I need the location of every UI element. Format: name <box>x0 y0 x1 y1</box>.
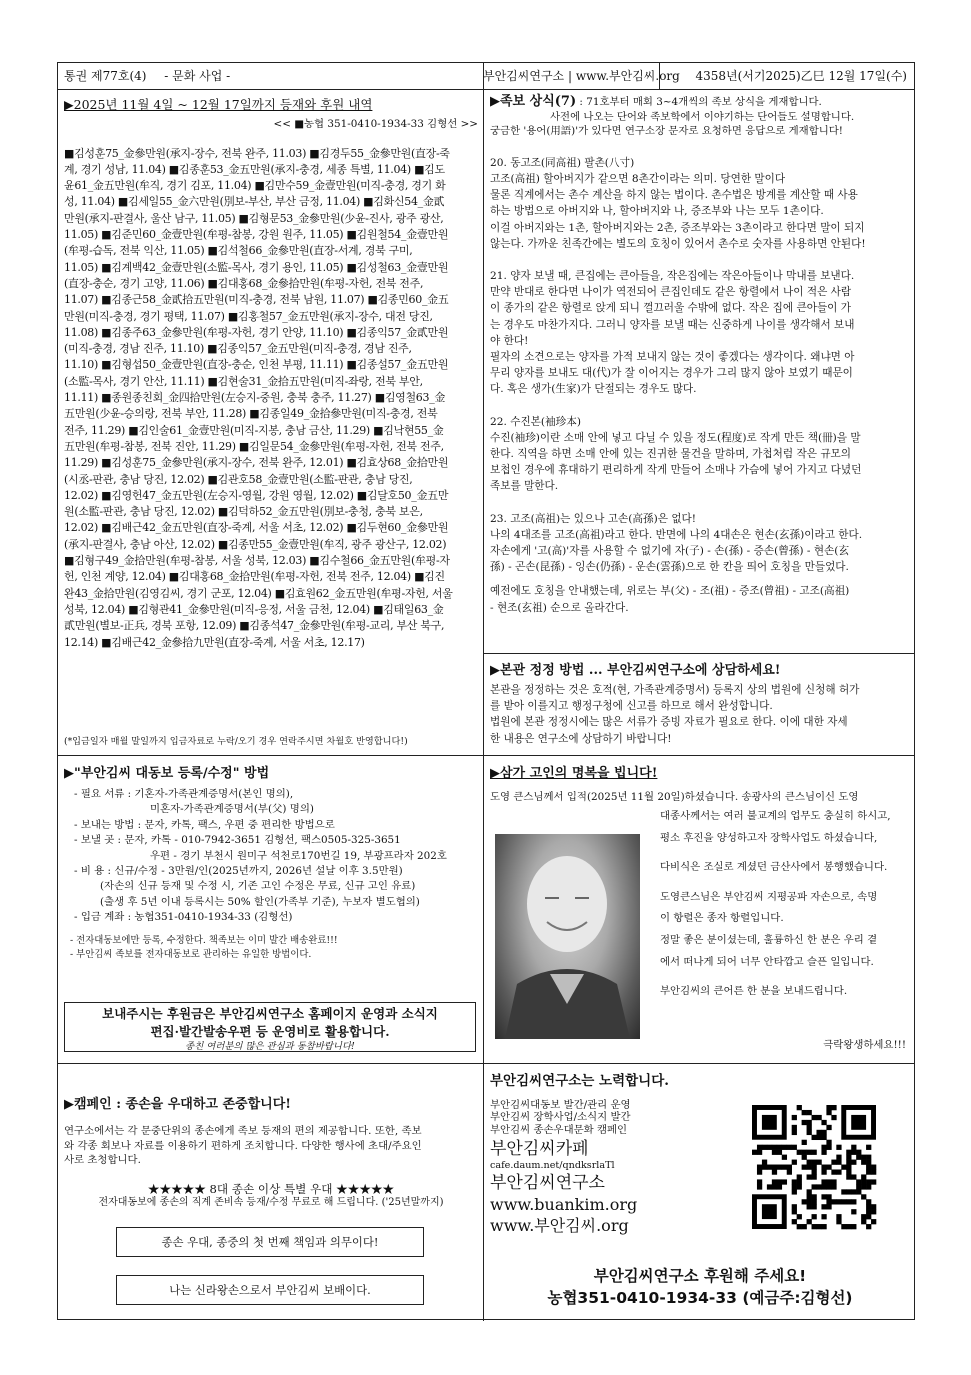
item-21-line: 필자의 소견으로는 양자를 가적 보내지 않는 것이 좋겠다는 생각이다. 왜냐면 아 <box>490 351 855 364</box>
donor-list-line: 성북, 12.04) ■김형관41_金參만원(미직-응정, 서울 금천, 12.04) ■김태일63_金 <box>64 602 444 616</box>
item-22-line: 한다. 직역을 하면 소매 안에 있는 진귀한 물건을 말하며, 가첩처럼 작은 규모의 <box>490 448 852 461</box>
donor-list-line: ■김성훈75_金參만원(承지-장수, 전북 완주, 11.03) ■김경두55_金參만원(直장-죽 <box>64 146 450 160</box>
item-22-title: 22. 수진본(袖珍本) <box>490 415 581 428</box>
item-22 <box>490 414 910 495</box>
institute-role: 부안김씨대동보 발간/관리 운영 <box>490 1099 631 1111</box>
item-22-line: 수진(袖珍)이란 소매 안에 넣고 다닐 수 있을 정도(程度)로 작게 만든 책(冊)을 말 <box>490 431 861 444</box>
register-note: - 부안김씨 족보를 전자대동보로 관리하는 유일한 방법이다. <box>70 948 312 960</box>
item-20-line: 물론 직계에서는 촌수 계산을 하지 않는 법이다. 촌수법은 방계를 계산할 때 사용 <box>490 189 858 202</box>
issue-header <box>64 64 474 88</box>
memorial-closing: 극락왕생하세요!!! <box>823 1039 906 1051</box>
item-23-line: 나의 4대조를 고조(高祖)라고 한다. 반면에 나의 4대손은 현손(玄孫)이라고 한다. <box>490 528 863 541</box>
restore-section <box>490 659 910 751</box>
memorial-line <box>660 879 910 887</box>
register-line: (자손의 신규 등재 및 수정 시, 기존 고인 수정은 무료, 신규 고인 유료) <box>100 880 416 893</box>
genealogy-intro-3: 궁금한 '용어(用語)'가 있다면 연구소장 문자로 요청하면 응답으로 게재합니다! <box>490 125 843 138</box>
memorial-line: 에서 떠나게 되어 너무 안타깝고 슬픈 일입니다. <box>660 955 874 968</box>
memorial-line-1: 도영 큰스님께서 입적(2025년 11월 20일)하셨습니다. 송광사의 큰스님이신 도영 <box>490 791 859 803</box>
donor-list-line: 만원(미직-충경, 경기 평택, 11.07) ■김홍철57_金五만원(承지-장수, 대전 당진, <box>64 309 433 323</box>
genealogy-title: ▶족보 상식(7) <box>490 94 577 109</box>
donor-list-line: 11.29) ■김성훈75_金參만원(承지-장수, 전북 완주, 12.01) ■김효상68_金拾만원 <box>64 456 449 470</box>
restore-line: 한 내용은 연구소에 상담하기 바랍니다! <box>490 732 672 745</box>
donations-section <box>64 95 478 751</box>
institute-role: 부안김씨 종손우대문화 캠페인 <box>490 1123 628 1136</box>
institute-title: 부안김씨연구소는 노력합니다. <box>490 1073 669 1089</box>
publisher-name: 부안김씨연구소 | www.부안김씨.org <box>483 69 680 83</box>
restore-line: 법원에 본관 정정시에는 많은 서류가 증빙 자료가 필요로 한다. 이에 대한 자세 <box>490 716 848 729</box>
campaign-star-line: ★★★★★ 8대 종손 이상 특별 우대 ★★★★★ <box>147 1181 395 1196</box>
memorial-line: 평소 후진을 양성하고자 장학사업도 하셨습니다, <box>660 831 878 844</box>
donor-list-line: 五만원(少윤-승의랑, 전북 부안, 11.28) ■김종일49_金拾參만원(미직-충경, 전북 <box>64 407 438 421</box>
register-line: - 필요 서류 : 기혼자-가족관계증명서(본인 명의), <box>74 788 294 800</box>
donor-list-line: 헌, 인천 계양, 12.04) ■김대홍68_金拾만원(牟평-자헌, 전북 전주, 12.04) ■김진 <box>64 570 445 584</box>
support-message-box <box>64 1002 476 1052</box>
item-23 <box>490 511 910 616</box>
donor-list-line: (直장-충순, 경기 고양, 11.06) ■김대홍68_金參拾만원(牟평-자헌, 전북 전주, <box>64 276 424 290</box>
institute-support: 부안김씨연구소 후원해 주세요! <box>593 1267 807 1285</box>
item-21-line: 다. 혹은 생가(生家)가 단절되는 경우도 많다. <box>490 383 697 396</box>
donor-list-line: 12.14) ■김배근42_金參拾九만원(直장-죽계, 서울 서초, 12.17) <box>64 635 365 649</box>
item-21-line: 만약 반대로 한다면 나이가 역전되어 큰집인데도 같은 항렬에서 나이 적은 사람 <box>490 286 852 299</box>
memorial-line: 이 항렬은 종자 항렬입니다. <box>660 912 784 925</box>
item-22-line: 보첩인 경우에 휴대하기 편리하게 작게 만들어 소매나 가슴에 넣어 가지고 다녔던 <box>490 464 862 477</box>
item-20-line: 고조(高祖) 할아버지가 같으면 8촌간이라는 의미. 당연한 말이다 <box>490 172 786 185</box>
restore-line: 를 받아 이를지고 행정구청에 신고를 하므로 해서 완성합니다. <box>490 700 773 713</box>
genealogy-intro-2: 사전에 나오는 단어와 족보학에서 이야기하는 단어들도 설명합니다. <box>550 110 855 123</box>
memorial-line: 대종사께서는 여러 불교계의 업무도 충실히 하시고, <box>660 810 891 822</box>
item-23-line: - 현조(玄祖) 순으로 올라간다. <box>490 601 629 614</box>
memorial-line <box>660 849 910 857</box>
item-20-line: 하는 방법으로 아버지와 나, 할아버지와 나, 증조부와 나는 모두 1촌이다. <box>490 205 824 218</box>
campaign-box-2: 나는 신라왕손으로서 부안김씨 보배이다. <box>116 1275 424 1305</box>
donor-list-line: 윤61_金五만원(牟직, 경기 김포, 11.04) ■김만수59_金壹만원(미직-충경, 경기 화 <box>64 179 446 193</box>
donations-title: ▶2025년 11월 4일 ~ 12월 17일까지 등재와 후원 내역 <box>64 97 373 112</box>
institute-cafe-url[interactable]: cafe.daum.net/qndksrlaTl <box>490 1160 615 1172</box>
monk-portrait-photo <box>495 834 640 1039</box>
donor-list-line: 11.05) ■김계백42_金壹만원(소監-목사, 경기 용인, 11.05) ■김성철63_金壹만원 <box>64 260 449 274</box>
item-22-line: 족보를 말한다. <box>490 480 559 493</box>
item-21-line: 무리 양자를 보내도 대(代)가 잘 이어지는 경우가 그리 많지 않아 보였기 때문이 <box>490 367 853 380</box>
item-23-line: 孫) - 곤손(昆孫) - 잉손(仍孫) - 운손(雲孫)으로 한 칸을 띄어 호칭을 만들었다. <box>490 561 849 574</box>
donor-list-line: 貳만원(별보-正兵, 경북 포항, 12.09) ■김종석47_金參만원(牟평-교리, 부산 북구, <box>64 619 445 633</box>
campaign-title: ▶캠페인 : 종손을 우대하고 존중합니다! <box>64 1097 291 1112</box>
register-title: ▶"부안김씨 대동보 등록/수정" 방법 <box>64 766 270 781</box>
item-20-line: 이걸 아버지와는 1촌, 할아버지와는 2촌, 증조부와는 3촌이라고 한다면 말이 되지 <box>490 221 865 234</box>
support-line-3: 종친 여러분의 많은 관심과 동참바랍니다! <box>185 1041 355 1052</box>
item-21-line: 이 종가의 같은 항렬로 앉게 되니 껄끄러울 수밖에 없다. 작은 집에 큰아들이 가 <box>490 302 852 315</box>
donor-list-line: 12.02) ■김영헌47_金五만원(左승지-영월, 강원 영월, 12.02) ■김달호50_金五만 <box>64 488 449 502</box>
register-line: - 보내는 방법 : 문자, 카톡, 팩스, 우편 중 편리한 방법으로 <box>74 818 335 831</box>
donor-list-line: 11.10) ■김형섭50_金壹만원(直장-충순, 인천 부평, 11.11) ■김종설57_金五만원 <box>64 358 449 372</box>
register-line: - 비 용 : 신규/수정 - 3만원/인(2025년까지, 2026년 설날 이후 3.5만원) <box>74 865 403 878</box>
institute-name: 부안김씨연구소 <box>490 1173 605 1194</box>
item-21 <box>490 268 910 398</box>
support-line-2: 편집·발간발송우편 등 운영비로 활용합니다. <box>150 1024 390 1039</box>
item-23-line <box>490 575 910 583</box>
memorial-line: 도영큰스님은 부안김씨 지평공파 자손으로, 속명 <box>660 890 878 903</box>
donor-list-line: (시丞-판관, 충남 당진, 12.02) ■김관호58_金壹만원(소監-판관, 충남 당진, <box>64 472 413 486</box>
issue-number: 통권 제77호(4) <box>64 69 147 83</box>
institute-url-2[interactable]: www.부안김씨.org <box>490 1216 629 1236</box>
donor-list-line: 11.08) ■김종주63_金參만원(牟평-자헌, 경기 안양, 11.10) ■김종익57_金貳만원 <box>64 325 449 339</box>
institute-role: 부안김씨 장학사업/소식지 발간 <box>490 1111 631 1124</box>
donor-list-line: 11.07) ■김종근58_金貳拾五만원(미직-충경, 전북 남원, 11.07) ■김종민60_金五 <box>64 293 449 307</box>
donor-list-line: 11.11) ■종원종친회_金四拾만원(左승지-중원, 충북 충주, 11.27) ■김영철63_金 <box>64 391 446 405</box>
item-23-line: 예전에도 호칭을 안내했는데, 위로는 부(父) - 조(祖) - 증조(曾祖) - 고조(高祖) <box>490 585 850 598</box>
institute-url-1[interactable]: www.buankim.org <box>490 1195 638 1215</box>
donor-list-line: (소監-목사, 경기 안산, 11.11) ■김현술31_金拾五만원(미직-좌랑, 전북 부안, <box>64 374 423 388</box>
donor-list-line: 원(소監-판관, 충남 당진, 12.02) ■김덕하52_金五만원(別보-충청, 충북 보은, <box>64 505 423 519</box>
register-line: 우편 - 경기 부천시 원미구 석천로170번길 19, 부광프라자 202호 <box>150 849 447 862</box>
memorial-title: ▶삼가 고인의 명복을 빕니다! <box>490 766 658 781</box>
newsletter-page <box>57 62 915 1320</box>
donor-list-line: (牟평-습독, 전북 익산, 11.05) ■김석철66_金參만원(直장-서계, 경북 구미, <box>64 244 413 258</box>
institute-cafe: 부안김씨카페 <box>490 1139 589 1160</box>
register-line: (출생 후 5년 이내 등록시는 50% 할인(가족부 기준), 누보자 별도협의) <box>100 895 420 908</box>
item-23-title: 23. 고조(高祖)는 있으나 고손(高孫)은 없다! <box>490 512 697 525</box>
restore-line: 본관을 정정하는 것은 호적(현, 가족관계증명서) 등록지 상의 법원에 신청해 허가 <box>490 684 860 696</box>
donations-account: << ■농협 351-0410-1934-33 김형선 >> <box>273 118 478 130</box>
genealogy-intro-1: : 71호부터 매회 3~4개씩의 족보 상식을 게재합니다. <box>579 96 822 108</box>
item-23-line: 자손에게 '고(高)'자를 사용할 수 없기에 자(子) - 손(孫) - 증손(曾孫) - 현손(玄 <box>490 545 850 558</box>
campaign-line: 사로 초청합니다. <box>64 1154 141 1167</box>
donor-list-line: 전주, 11.29) ■김인술61_金壹만원(미직-지봉, 충남 금산, 11.29) ■김낙현55_金 <box>64 423 444 437</box>
campaign-line: 연구소에서는 각 문중단위의 종손에게 족보 등재의 편의 제공합니다. 또한, 족보 <box>64 1125 422 1137</box>
register-line: 미혼자-가족관계증명서(부(父) 명의) <box>150 803 314 816</box>
issue-date: 4358년(서기2025)乙巳 12월 17일(수) <box>695 69 907 83</box>
campaign-box-1: 종손 우대, 종중의 첫 번째 책임과 의무이다! <box>116 1227 424 1257</box>
issue-section: - 문화 사업 - <box>164 69 231 83</box>
memorial-line: 정말 좋은 분이셨는데, 훌륭하신 한 분은 우리 곁 <box>660 933 878 946</box>
register-note: - 전자대동보에만 등록, 수정한다. 책족보는 이미 발간 배송완료!!! <box>70 934 338 946</box>
donor-list-line: (承지-판결사, 충남 아산, 12.02) ■김종만55_金壹만원(牟직, 광주 광산구, 12.02) <box>64 537 447 551</box>
item-20 <box>490 155 910 252</box>
donor-list-line: 11.05) ■김준민60_金壹만원(牟평-참봉, 강원 원주, 11.05) ■김원철54_金壹만원 <box>64 228 449 242</box>
donor-list-line: 12.02) ■김배근42_金五만원(直장-죽계, 서울 서초, 12.02) ■김두현60_金參만원 <box>64 521 449 535</box>
register-section <box>64 762 478 1058</box>
register-line: - 입금 계좌 : 농협351-0410-1934-33 (김형선) <box>74 911 293 924</box>
donor-list-line: 성, 11.04) ■김세일55_金六만원(別보-부산, 부산 금정, 11.04) ■김화신54_金貳 <box>64 195 445 209</box>
donor-list-line: 완43_金拾만원(김영김씨, 경기 군포, 12.04) ■김효원62_金五만원(牟평-자헌, 서울 <box>64 586 453 600</box>
donor-list <box>64 146 478 651</box>
qr-code[interactable] <box>752 1105 878 1229</box>
memorial-line <box>660 973 910 981</box>
campaign-line: 와 각종 회보나 자료를 이용하기 편하게 조치합니다. 다양한 행사에 초대/주요인 <box>64 1139 422 1152</box>
item-21-line: 는 경우도 마찬가지다. 그러니 양자를 보낼 때는 신중하게 나이를 생각해서 보내 <box>490 318 855 331</box>
item-20-title: 20. 동고조(同高祖) 팔촌(八寸) <box>490 156 635 169</box>
item-21-line: 야 한다! <box>490 334 529 347</box>
donor-list-line: ■김형구49_金拾만원(牟평-참봉, 서울 성북, 12.03) ■김수철66_金五만원(牟평-자 <box>64 554 450 568</box>
donor-list-line: 五만원(牟평-참봉, 전북 진안, 11.29) ■김일문54_金參만원(牟평-자헌, 전북 전주, <box>64 439 444 453</box>
memorial-line: 다비식은 조실로 계셨던 금산사에서 봉행했습니다. <box>660 861 888 874</box>
donor-list-line: (미직-충경, 경남 진주, 11.10) ■김종익57_金五만원(미직-충경, 경남 진주, <box>64 342 412 356</box>
campaign-star-sub: 전자대동보에 종손의 직계 존비속 등재/수정 무료로 해 드립니다. ('25년말까지) <box>98 1197 444 1209</box>
support-line-1: 보내주시는 후원금은 부안김씨연구소 홈페이지 운영과 소식지 <box>102 1006 438 1021</box>
campaign-section <box>64 1069 478 1317</box>
item-20-line: 않는다. 가까운 친족간에는 별도의 호칭이 있어서 촌수로 숫자를 사용하면 안된다! <box>490 237 866 250</box>
institute-section <box>490 1069 910 1317</box>
donor-list-line: 계, 경기 성남, 11.04) ■김종훈53_金五만원(承지-충경, 세종 특별, 11.04) ■김도 <box>64 162 445 176</box>
donations-note: (*입금일자 매월 말일까지 입금자료로 누락/오기 경우 연락주시면 차월호 반영합니다!) <box>64 736 408 747</box>
donor-list-line: 만원(承지-판결사, 울산 남구, 11.05) ■김형문53_金參만원(少윤-진사, 광주 광산, <box>64 211 444 225</box>
register-line: - 보낼 곳 : 문자, 카톡 - 010-7942-3651 김형선, 팩스0505-325-3651 <box>74 834 401 847</box>
memorial-line: 부안김씨의 큰어른 한 분을 보내드립니다. <box>660 985 848 998</box>
memorial-section <box>490 762 910 1058</box>
institute-account: 농협351-0410-1934-33 (예금주:김형선) <box>547 1289 853 1307</box>
item-21-line: 21. 양자 보낼 때, 큰집에는 큰아들을, 작은집에는 작은아들이나 막내를 보낸다. <box>490 270 855 282</box>
restore-title: ▶본관 정정 방법 ... 부안김씨연구소에 상담하세요! <box>490 663 781 678</box>
genealogy-section <box>490 95 910 650</box>
